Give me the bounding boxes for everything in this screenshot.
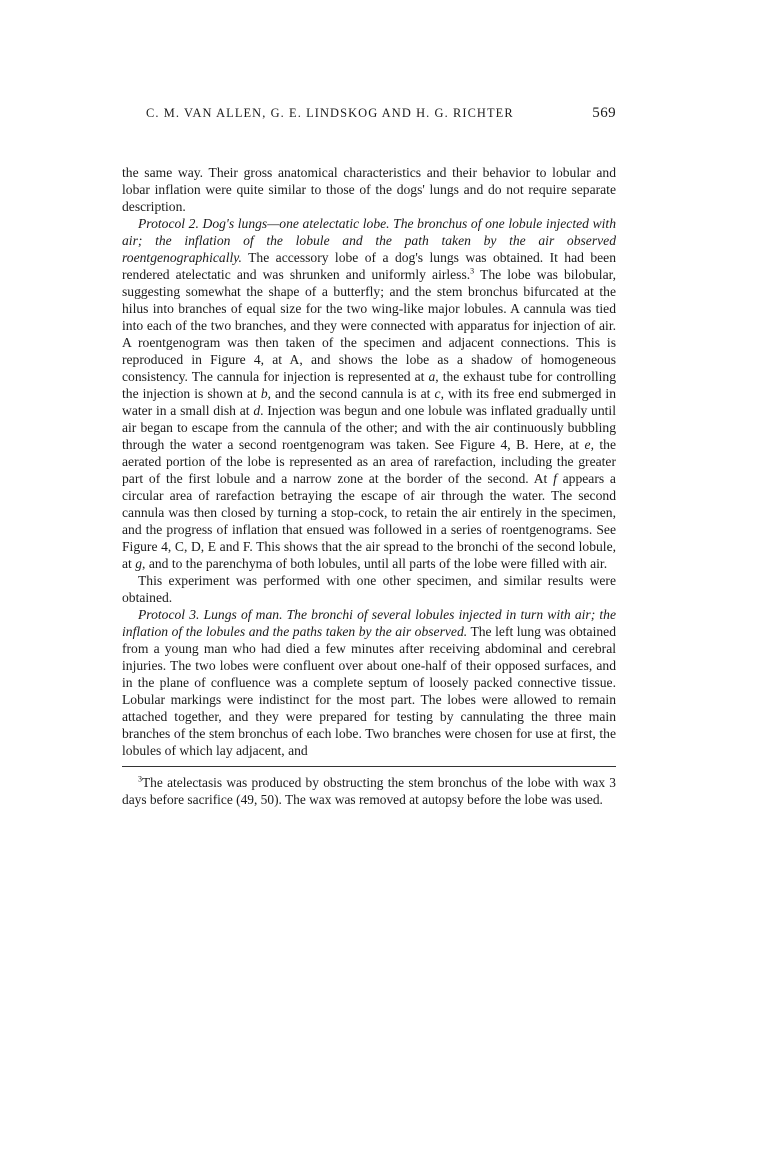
variable-a: a	[428, 369, 436, 384]
footnote-divider	[122, 766, 616, 767]
footnote-marker: 3	[138, 774, 142, 784]
paragraph-continuation	[122, 164, 616, 215]
protocol-3-title: Lungs of man. The bronchi of several lobules injected in turn with air; the inflation of the lobules and the paths taken by the air observed.	[122, 607, 616, 639]
variable-f: f	[553, 471, 557, 486]
paragraph-experiment-note	[122, 572, 616, 606]
paragraph-text: the same way. Their gross anatomical characteristics and their behavior to lobular and lobar inflation were quite similar to those of the dogs' lungs and do not require separate description.	[122, 165, 616, 214]
paragraph-text: . Injection was begun and one lobule was inflated gradually until air began to escape from the cannula of the other; and with the air continuously bubbling through the water a second roentgenogram was taken. See Figure 4, B. Here, at	[122, 403, 616, 452]
paragraph-text: , and to the parenchyma of both lobules, until all parts of the lobe were filled with air.	[142, 556, 608, 571]
protocol-3-label: Protocol 3.	[138, 607, 200, 622]
header-authors: C. M. VAN ALLEN, G. E. LINDSKOG AND H. G. RICHTER	[146, 106, 514, 120]
paragraph-text: The accessory lobe of a dog's lungs was obtained. It had been rendered atelectatic and was shrunken and uniformly airless.	[122, 250, 617, 282]
paragraph-text: , with its free end submerged in water in a small dish at	[122, 386, 616, 418]
paragraph-text: The left lung was obtained from a young man who had died a few minutes after receiving abdominal and cerebral injuries. The two lobes were confluent over about one-half of their opposed surfaces, and in the plane of confluence was a complete septum of loosely packed connective tissue. Lobular markings were indistinct for the most part. The lobes were allowed to remain attached together, and they were prepared for testing by cannulating the three main branches of the stem bronchus of each lobe. Two branches were chosen for use at first, the lobules of which lay adjacent, and	[122, 624, 616, 758]
protocol-2-title: Dog's lungs—one atelectatic lobe. The bronchus of one lobule injected with air; the inflation of the lobule and the path taken by the air observed roentgenographically.	[122, 216, 616, 265]
variable-d: d	[253, 403, 261, 418]
variable-c: c	[434, 386, 441, 401]
page	[122, 98, 616, 808]
paragraph-text: , the aerated portion of the lobe is represented as an area of rarefaction, including the greater part of the first lobule and a narrow zone at the border of the second. At	[122, 437, 616, 486]
page-number: 569	[592, 105, 616, 121]
footnote-reference: 3	[470, 266, 475, 276]
paragraph-protocol-2	[122, 215, 616, 572]
variable-g: g	[135, 556, 143, 571]
paragraph-text: The lobe was bilobular, suggesting somewhat the shape of a butterfly; and the stem bronchus bifurcated at the hilus into branches of equal size for the two wing-like major lobules. A cannula was tied into each of the two branches, and they were connected with apparatus for injection of air. A roentgenogram was then taken of the specimen and adjacent connections. This is reproduced in Figure 4, at A, and shows the lobe as a shadow of homogeneous consistency. The cannula for injection is represented at	[122, 267, 616, 384]
footnote-text: The atelectasis was produced by obstructing the stem bronchus of the lobe with wax 3 days before sacrifice (49, 50). The wax was removed at autopsy before the lobe was used.	[122, 775, 616, 807]
footnote	[122, 774, 616, 808]
variable-b: b	[260, 386, 268, 401]
paragraph-text: This experiment was performed with one other specimen, and similar results were obtained.	[122, 573, 616, 605]
paragraph-protocol-3	[122, 606, 616, 759]
variable-e: e	[584, 437, 591, 452]
paragraph-text: , the exhaust tube for controlling the injection is shown at	[122, 369, 616, 401]
paragraph-text: , and the second cannula is at	[267, 386, 431, 401]
protocol-2-label: Protocol 2.	[138, 216, 199, 231]
paragraph-text: appears a circular area of rarefaction betraying the escape of air through the water. The second cannula was then closed by turning a stop-cock, to retain the air entirely in the specimen, and the progress of inflation that ensued was followed in a series of roentgenograms. See Figure 4, C, D, E and F. This shows that the air spread to the bronchi of the second lobule, at	[122, 471, 616, 571]
running-header	[146, 98, 616, 128]
body-text	[122, 164, 616, 759]
